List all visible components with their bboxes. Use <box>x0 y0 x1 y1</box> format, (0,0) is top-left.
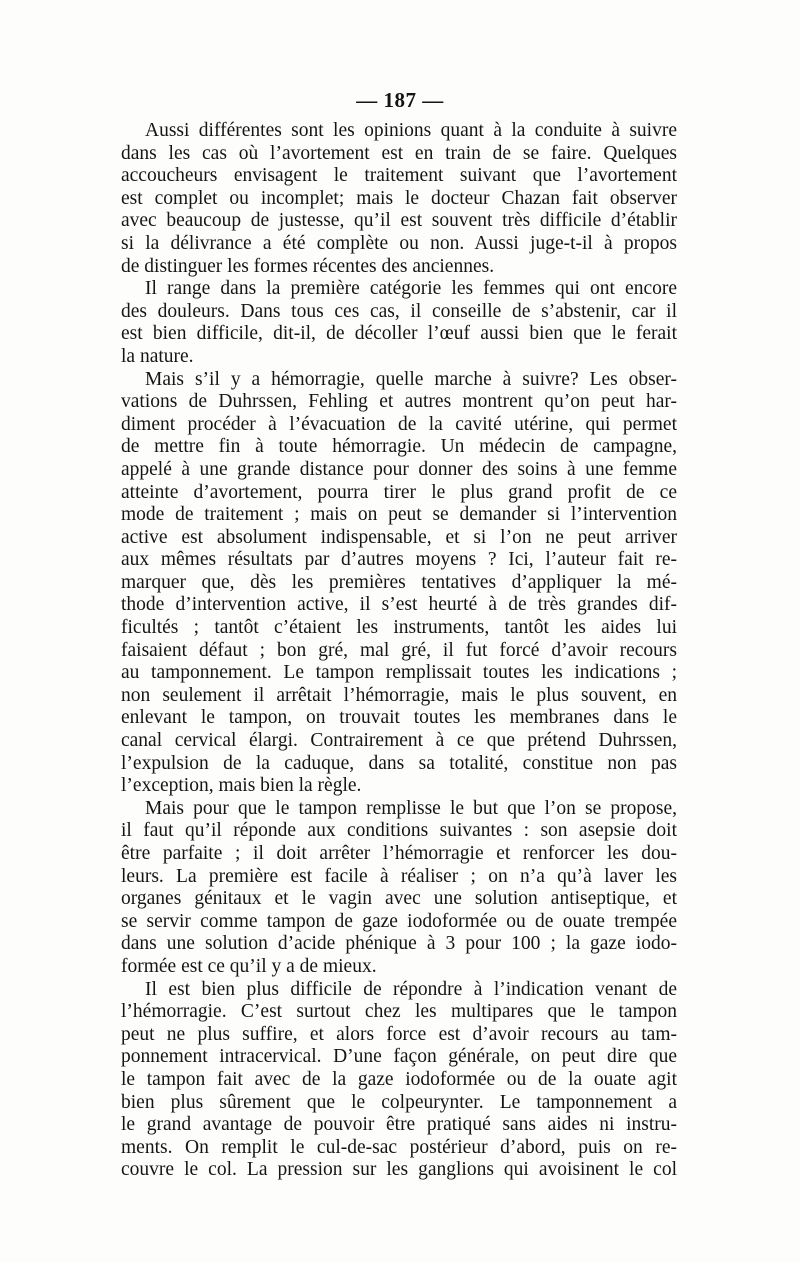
text-line: se servir comme tampon de gaze iodoformée ou de ouate trempée <box>121 910 677 932</box>
text-line: dans les cas où l’avortement est en train de se faire. Quelques <box>121 142 677 164</box>
text-line: diment procéder à l’évacuation de la cavité utérine, qui permet <box>121 413 677 435</box>
text-line: ficultés ; tantôt c’étaient les instruments, tantôt les aides lui <box>121 617 677 639</box>
text-line: est complet ou incomplet; mais le docteur Chazan fait observer <box>121 187 677 209</box>
text-line: marquer que, dès les premières tentatives d’appliquer la mé- <box>121 571 677 593</box>
text-line: ponnement intracervical. D’une façon générale, on peut dire que <box>121 1046 677 1068</box>
text-line: il faut qu’il réponde aux conditions suivantes : son asepsie doit <box>121 820 677 842</box>
text-line: enlevant le tampon, on trouvait toutes les membranes dans le <box>121 707 677 729</box>
text-line: canal cervical élargi. Contrairement à ce que prétend Duhrssen, <box>121 730 677 752</box>
text-line: mode de traitement ; mais on peut se demander si l’intervention <box>121 504 677 526</box>
text-line: peut ne plus suffire, et alors force est d’avoir recours au tam- <box>121 1023 677 1045</box>
text-line: organes génitaux et le vagin avec une solution antiseptique, et <box>121 888 677 910</box>
text-line: active est absolument indispensable, et si l’on ne peut arriver <box>121 526 677 548</box>
text-line: faisaient défaut ; bon gré, mal gré, il fut forcé d’avoir recours <box>121 639 677 661</box>
text-line: Il est bien plus difficile de répondre à l’indication venant de <box>145 978 677 1000</box>
text-line: des douleurs. Dans tous ces cas, il conseille de s’abstenir, car il <box>121 300 677 322</box>
text-line: si la délivrance a été complète ou non. Aussi juge-t-il à propos <box>121 232 677 254</box>
text-line: thode d’intervention active, il s’est heurté à de très grandes dif- <box>121 594 677 616</box>
text-line: de mettre fin à toute hémorragie. Un médecin de campagne, <box>121 436 677 458</box>
text-line: bien plus sûrement que le colpeurynter. Le tamponnement a <box>121 1091 677 1113</box>
text-line: est bien difficile, dit-il, de décoller l’œuf aussi bien que le ferait <box>121 323 677 345</box>
text-line: l’exception, mais bien la règle. <box>121 775 362 797</box>
text-line: Il range dans la première catégorie les femmes qui ont encore <box>145 278 677 300</box>
text-line: le tampon fait avec de la gaze iodoformée ou de la ouate agit <box>121 1068 677 1090</box>
text-line: accoucheurs envisagent le traitement suivant que l’avortement <box>121 165 677 187</box>
text-line: le grand avantage de pouvoir être pratiqué sans aides ni instru- <box>121 1114 677 1136</box>
text-line: avec beaucoup de justesse, qu’il est souvent très difficile d’établir <box>121 210 677 232</box>
text-line: vations de Duhrssen, Fehling et autres montrent qu’on peut har- <box>121 391 677 413</box>
text-line: atteinte d’avortement, pourra tirer le plus grand profit de ce <box>121 481 677 503</box>
text-line: être parfaite ; il doit arrêter l’hémorragie et renforcer les dou- <box>121 843 677 864</box>
text-line: dans une solution d’acide phénique à 3 pour 100 ; la gaze iodo- <box>121 933 677 955</box>
text-line: appelé à une grande distance pour donner des soins à une femme <box>121 458 677 480</box>
text-line: ments. On remplit le cul-de-sac postérieur d’abord, puis on re- <box>121 1136 677 1158</box>
page-number: — 187 — <box>356 88 444 112</box>
text-line: de distinguer les formes récentes des anciennes. <box>121 255 495 277</box>
text-line: l’hémorragie. C’est surtout chez les multipares que le tampon <box>121 1001 677 1023</box>
text-line: la nature. <box>121 345 194 367</box>
text-line: au tamponnement. Le tampon remplissait toutes les indications ; <box>121 662 677 684</box>
text-line: non seulement il arrêtait l’hémorragie, mais le plus souvent, en <box>121 684 677 706</box>
text-line: Mais pour que le tampon remplisse le but que l’on se propose, <box>145 797 677 819</box>
text-line: couvre le col. La pression sur les ganglions qui avoisinent le col <box>121 1159 677 1181</box>
text-line: Aussi différentes sont les opinions quant à la conduite à suivre <box>145 120 677 141</box>
body-text <box>121 120 677 1182</box>
text-line: Mais s’il y a hémorragie, quelle marche à suivre? Les obser- <box>145 368 677 390</box>
text-line: l’expulsion de la caduque, dans sa totalité, constitue non pas <box>121 752 677 774</box>
text-line: aux mêmes résultats par d’autres moyens ? Ici, l’auteur fait re- <box>121 549 677 571</box>
text-line: formée est ce qu’il y a de mieux. <box>121 955 377 977</box>
text-line: leurs. La première est facile à réaliser ; on n’a qu’à laver les <box>121 865 677 887</box>
